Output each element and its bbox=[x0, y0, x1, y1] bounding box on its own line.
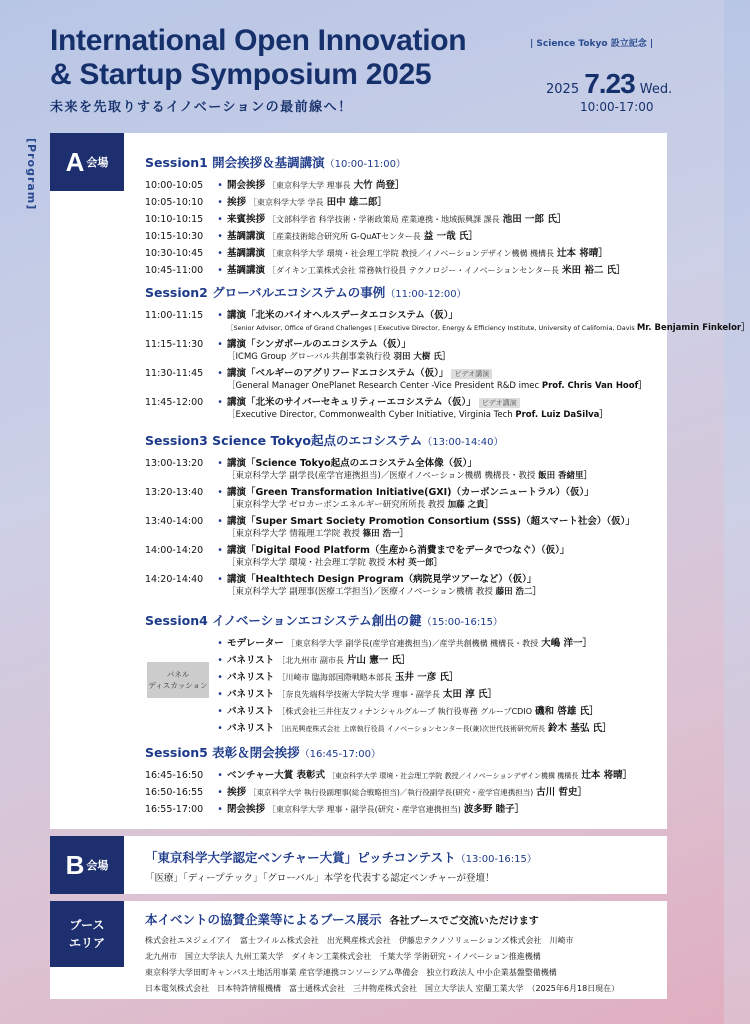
row-speaker: 米田 裕二 氏］ bbox=[562, 265, 626, 276]
row-affiliation: ［東京科学大学 環境・社会理工学院 教授 bbox=[227, 558, 386, 568]
venue-b-tag bbox=[50, 836, 124, 894]
row-affiliation: ［株式会社三井住友フィナンシャルグループ 執行役専務 グループCDIO bbox=[277, 707, 532, 716]
row-time: 10:30-10:45 bbox=[145, 248, 204, 259]
row-time: 16:55-17:00 bbox=[145, 804, 204, 815]
date-monthday: 7.23 bbox=[584, 68, 635, 99]
row-time: 11:45-12:00 bbox=[145, 397, 204, 408]
bullet-icon: • bbox=[217, 368, 223, 379]
session1-title bbox=[145, 153, 406, 171]
sponsor-line: 日本電気株式会社 日本特許情報機構 富士通株式会社 三井物産株式会社 国立大学法人 室蘭工業大学 （2025年6月18日現在） bbox=[145, 984, 620, 993]
row-speaker: Mr. Benjamin Finkelor］ bbox=[636, 323, 750, 333]
schedule-row bbox=[145, 542, 663, 556]
session1-time: （10:00-11:00） bbox=[324, 159, 406, 170]
row-sub bbox=[227, 350, 663, 362]
schedule-row bbox=[145, 784, 663, 798]
venue-b-letter: B bbox=[65, 849, 85, 880]
pitch-contest-name: 「東京科学大学認定ベンチャー大賞」ピッチコンテスト bbox=[145, 850, 456, 865]
pitch-contest-desc: 「医療」「ディープテック」「グローバル」本学を代表する認定ベンチャーが登壇！ bbox=[145, 873, 495, 884]
bullet-icon: • bbox=[217, 397, 223, 408]
row-kind: 基調講演 bbox=[227, 231, 266, 242]
row-time: 14:20-14:40 bbox=[145, 574, 204, 585]
row-speaker: 藤田 浩二］ bbox=[495, 587, 542, 597]
row-time: 11:15-11:30 bbox=[145, 339, 204, 350]
row-speaker: 太田 淳 氏］ bbox=[442, 689, 498, 700]
session2-name: Session2 グローバルエコシステムの事例 bbox=[145, 285, 386, 300]
schedule-row bbox=[145, 228, 663, 242]
row-role: パネリスト bbox=[227, 655, 275, 666]
title-line-2: & Startup Symposium 2025 bbox=[50, 58, 432, 91]
schedule-row bbox=[145, 336, 663, 350]
row-talk: 講演「Super Smart Society Promotion Consortium (SSS)（超スマート社会）（仮）」 bbox=[227, 516, 635, 527]
row-affiliation: ［ダイキン工業株式会社 常務執行役員 テクノロジー・イノベーションセンター長 bbox=[268, 266, 559, 275]
row-talk: 講演「シンガポールのエコシステム（仮）」 bbox=[227, 339, 411, 350]
panel-row bbox=[213, 720, 663, 734]
row-speaker: 片山 憲一 氏］ bbox=[346, 655, 411, 666]
panel-label-1: パネル bbox=[166, 670, 190, 679]
row-role: モデレーター bbox=[227, 638, 284, 649]
schedule-row bbox=[145, 513, 663, 527]
bullet-icon: • bbox=[217, 672, 223, 683]
row-affiliation: ［北九州市 副市長 bbox=[277, 656, 344, 665]
session3-title bbox=[145, 431, 504, 449]
video-talk-badge: ビデオ講演 bbox=[479, 398, 520, 408]
row-role: パネリスト bbox=[227, 672, 275, 683]
row-talk: 講演「Digital Food Platform（生産から消費までをデータでつなぐ）（仮）」 bbox=[227, 545, 570, 556]
booth-tag bbox=[50, 901, 124, 967]
row-time: 13:00-13:20 bbox=[145, 458, 204, 469]
row-time: 10:10-10:15 bbox=[145, 214, 204, 225]
sponsor-line: 東京科学大学田町キャンパス土地活用事業 産官学連携コンソーシアム準備会 独立行政法人 中小企業基盤整備機構 bbox=[145, 968, 557, 977]
row-affiliation: ［General Manager OnePlanet Research Center -Vice President R&D imec bbox=[227, 381, 540, 391]
bullet-icon: • bbox=[217, 310, 223, 321]
row-time: 16:50-16:55 bbox=[145, 787, 204, 798]
bullet-icon: • bbox=[217, 689, 223, 700]
row-affiliation: ［産業技術総合研究所 G-QuATセンター長 bbox=[268, 232, 421, 241]
panel-discussion-tag bbox=[147, 662, 209, 698]
row-speaker: 木村 英一郎］ bbox=[388, 558, 443, 568]
bullet-icon: • bbox=[217, 723, 223, 734]
bullet-icon: • bbox=[217, 231, 223, 242]
row-speaker: 辻本 将晴］ bbox=[581, 770, 633, 781]
row-kind: 挨拶 bbox=[227, 197, 247, 208]
row-speaker: 田中 雄二郎］ bbox=[326, 197, 387, 208]
bullet-icon: • bbox=[217, 516, 223, 527]
panel-label-2: ディスカッション bbox=[148, 681, 208, 690]
schedule-row bbox=[145, 767, 663, 781]
row-affiliation: ［東京科学大学 副学長(産学官連携担当)／産学共創機構 機構長・教授 bbox=[286, 639, 539, 648]
panel-row bbox=[213, 703, 663, 717]
session1-name: Session1 開会挨拶＆基調講演 bbox=[145, 155, 325, 170]
row-affiliation: ［東京科学大学 環境・社会理工学院 教授／イノベーションデザイン機構 機構長 bbox=[268, 249, 554, 258]
panel-row bbox=[213, 652, 663, 666]
schedule-row bbox=[145, 455, 663, 469]
pitch-contest-time: （13:00-16:15） bbox=[455, 854, 537, 865]
schedule-row bbox=[145, 262, 663, 276]
row-kind: 挨拶 bbox=[227, 787, 247, 798]
venue-a-panel bbox=[50, 133, 750, 829]
bullet-icon: • bbox=[217, 706, 223, 717]
pitch-contest-title bbox=[145, 848, 537, 866]
row-kind: 来賓挨拶 bbox=[227, 214, 266, 225]
venue-a-label: 会場 bbox=[86, 156, 109, 169]
row-role: パネリスト bbox=[227, 723, 275, 734]
booth-label-2: エリア bbox=[68, 936, 105, 950]
row-time: 14:00-14:20 bbox=[145, 545, 204, 556]
row-time: 16:45-16:50 bbox=[145, 770, 204, 781]
row-time: 11:30-11:45 bbox=[145, 368, 204, 379]
row-affiliation: ［東京科学大学 環境・社会理工学院 教授／イノベーションデザイン機構 機構長 bbox=[328, 772, 579, 780]
row-talk: 講演「Science Tokyo起点のエコシステム全体像（仮）」 bbox=[227, 458, 477, 469]
row-speaker: Prof. Chris Van Hoof］ bbox=[541, 381, 647, 391]
row-time: 13:20-13:40 bbox=[145, 487, 204, 498]
sponsor-line: 株式会社エヌジェイアイ 富士フイルム株式会社 出光興産株式会社 伊藤忠テクノソリューションズ株式会社 川崎市 bbox=[145, 936, 574, 945]
row-affiliation: ［文部科学省 科学技術・学術政策局 産業連携・地域振興課 課長 bbox=[268, 215, 500, 224]
row-time: 10:00-10:05 bbox=[145, 180, 204, 191]
bullet-icon: • bbox=[217, 655, 223, 666]
row-sub bbox=[227, 498, 663, 510]
event-time: 10:00-17:00 bbox=[580, 100, 654, 114]
row-kind: 基調講演 bbox=[227, 265, 266, 276]
booth-title bbox=[145, 910, 539, 928]
row-kind: 開会挨拶 bbox=[227, 180, 266, 191]
row-speaker: 古川 哲史］ bbox=[536, 787, 587, 798]
bullet-icon: • bbox=[217, 214, 223, 225]
row-talk: 講演「北米のバイオヘルスデータエコシステム（仮）」 bbox=[227, 310, 459, 321]
row-affiliation: ［東京科学大学 副学長(産学官連携担当)／医療イノベーション機構 機構長・教授 bbox=[227, 471, 536, 481]
session2-title bbox=[145, 283, 467, 301]
booth-title-sub: 各社ブースでご交流いただけます bbox=[389, 916, 539, 927]
row-sub bbox=[227, 379, 663, 391]
schedule-row bbox=[145, 307, 663, 321]
session5-time: （16:45-17:00） bbox=[299, 749, 381, 760]
row-time: 11:00-11:15 bbox=[145, 310, 204, 321]
booth-label-1: ブース bbox=[69, 918, 105, 932]
sponsor-line: 北九州市 国立大学法人 九州工業大学 ダイキン工業株式会社 千葉大学 学術研究・イノベーション推進機構 bbox=[145, 952, 541, 961]
panel-row bbox=[213, 686, 663, 700]
event-date bbox=[546, 68, 672, 100]
date-year: 2025 bbox=[546, 82, 580, 97]
schedule-row bbox=[145, 394, 663, 408]
row-speaker: 飯田 香緒里］ bbox=[538, 471, 593, 481]
row-time: 10:05-10:10 bbox=[145, 197, 204, 208]
row-affiliation: ［川崎市 臨海部国際戦略本部長 bbox=[277, 673, 392, 682]
row-sub bbox=[227, 469, 663, 481]
bullet-icon: • bbox=[217, 804, 223, 815]
row-affiliation: ［Senior Advisor, Office of Grand Challenges | Executive Director, Energy & Efficiency Institute, University of California, Davis bbox=[227, 324, 635, 332]
row-speaker: 磯和 啓雄 氏］ bbox=[535, 706, 599, 717]
event-title bbox=[50, 24, 466, 92]
founding-badge: | Science Tokyo 設立記念 | bbox=[530, 39, 654, 49]
row-affiliation: ［東京科学大学 情報理工学院 教授 bbox=[227, 529, 360, 539]
bullet-icon: • bbox=[217, 248, 223, 259]
row-speaker: 池田 一郎 氏］ bbox=[502, 214, 567, 225]
session5-title bbox=[145, 743, 381, 761]
schedule-row bbox=[145, 194, 663, 208]
row-kind: 基調講演 bbox=[227, 248, 266, 259]
session4-time: （15:00-16:15） bbox=[421, 617, 503, 628]
bullet-icon: • bbox=[217, 458, 223, 469]
panel-row bbox=[213, 669, 663, 683]
row-speaker: 波多野 睦子］ bbox=[463, 804, 525, 815]
bullet-icon: • bbox=[217, 265, 223, 276]
row-speaker: 玉井 一彦 氏］ bbox=[394, 672, 459, 683]
session5-name: Session5 表彰＆閉会挨拶 bbox=[145, 745, 300, 760]
row-kind: ベンチャー大賞 表彰式 bbox=[227, 770, 326, 781]
row-time: 10:15-10:30 bbox=[145, 231, 204, 242]
row-time: 13:40-14:00 bbox=[145, 516, 204, 527]
row-speaker: 大竹 尚登］ bbox=[353, 180, 405, 191]
bullet-icon: • bbox=[217, 638, 223, 649]
booth-title-main: 本イベントの協賛企業等によるブース展示 bbox=[145, 912, 382, 927]
row-speaker: 加藤 之貴］ bbox=[447, 500, 494, 510]
row-sub bbox=[227, 585, 663, 597]
bullet-icon: • bbox=[217, 545, 223, 556]
bullet-icon: • bbox=[217, 574, 223, 585]
row-sub bbox=[227, 408, 663, 420]
row-affiliation: ［ICMG Group グローバル共創事業執行役 bbox=[227, 352, 391, 362]
row-sub bbox=[227, 321, 750, 333]
schedule-row bbox=[145, 245, 663, 259]
bullet-icon: • bbox=[217, 197, 223, 208]
booth-panel bbox=[50, 901, 667, 999]
session4-title bbox=[145, 611, 503, 629]
row-talk: 講演「北米のサイバーセキュリティーエコシステム（仮）」 bbox=[227, 397, 476, 408]
row-affiliation: ［東京科学大学 ゼロカーボンエネルギー研究所所長 教授 bbox=[227, 500, 445, 510]
row-speaker: 辻本 将晴］ bbox=[557, 248, 608, 259]
row-affiliation: ［奈良先端科学技術大学院大学 理事・副学長 bbox=[277, 690, 440, 699]
venue-a-letter: A bbox=[65, 146, 85, 177]
row-role: パネリスト bbox=[227, 689, 275, 700]
session4-name: Session4 イノベーションエコシステム創出の鍵 bbox=[145, 613, 422, 628]
row-talk: 講演「Healthtech Design Program（病院見学ツアーなど）（仮）」 bbox=[227, 574, 537, 585]
row-speaker: 篠田 浩一］ bbox=[362, 529, 409, 539]
row-talk: 講演「Green Transformation Initiative(GXI)（カーボンニュートラル）（仮）」 bbox=[227, 487, 594, 498]
bullet-icon: • bbox=[217, 770, 223, 781]
row-time: 10:45-11:00 bbox=[145, 265, 204, 276]
schedule-row bbox=[145, 177, 663, 191]
row-sub bbox=[227, 527, 663, 539]
schedule-row bbox=[145, 571, 663, 585]
session3-time: （13:00-14:40） bbox=[422, 437, 504, 448]
row-speaker: 益 一哉 氏］ bbox=[423, 231, 478, 242]
row-kind: 閉会挨拶 bbox=[227, 804, 266, 815]
schedule-row bbox=[145, 801, 663, 815]
venue-b-panel bbox=[50, 836, 667, 894]
row-affiliation: ［東京科学大学 執行役副理事(総合戦略担当)／執行役副学長(研究・産学官連携担当) bbox=[249, 788, 534, 797]
row-affiliation: ［東京科学大学 理事・副学長(研究・産学官連携担当) bbox=[268, 805, 461, 814]
row-affiliation: ［東京科学大学 副理事(医療工学担当)／医療イノベーション機構 教授 bbox=[227, 587, 493, 597]
row-speaker: 鈴木 基弘 氏］ bbox=[548, 723, 612, 734]
bullet-icon: • bbox=[217, 180, 223, 191]
venue-b-label: 会場 bbox=[86, 859, 109, 872]
bullet-icon: • bbox=[217, 787, 223, 798]
row-affiliation: ［東京科学大学 学長 bbox=[249, 198, 324, 207]
date-weekday: Wed. bbox=[639, 82, 673, 97]
bullet-icon: • bbox=[217, 339, 223, 350]
program-label: [Program] bbox=[25, 138, 38, 211]
row-speaker: 羽田 大樹 氏］ bbox=[393, 352, 451, 362]
schedule-row bbox=[145, 484, 663, 498]
row-affiliation: ［Executive Director, Commonwealth Cyber Initiative, Virginia Tech bbox=[227, 410, 513, 420]
row-speaker: 大嶋 洋一］ bbox=[541, 638, 593, 649]
bullet-icon: • bbox=[217, 487, 223, 498]
row-speaker: Prof. Luiz DaSilva］ bbox=[515, 410, 608, 420]
row-sub bbox=[227, 556, 663, 568]
session2-time: （11:00-12:00） bbox=[385, 289, 467, 300]
title-line-1: International Open Innovation bbox=[50, 24, 467, 57]
video-talk-badge: ビデオ講演 bbox=[451, 369, 492, 379]
row-talk: 講演「ベルギーのアグリフードエコシステム（仮）」 bbox=[227, 368, 449, 379]
event-subtitle: 未来を先取りするイノベーションの最前線へ！ bbox=[50, 100, 353, 115]
schedule-row bbox=[145, 211, 663, 225]
session3-name: Session3 Science Tokyo起点のエコシステム bbox=[145, 433, 423, 448]
row-role: パネリスト bbox=[227, 706, 275, 717]
panel-row bbox=[213, 635, 663, 649]
row-affiliation: ［出光興産株式会社 上席執行役員 イノベーションセンター長(兼)次世代技術研究所長 bbox=[277, 725, 545, 733]
schedule-row bbox=[145, 365, 663, 379]
row-affiliation: ［東京科学大学 理事長 bbox=[268, 181, 351, 190]
venue-a-tag bbox=[50, 133, 124, 191]
